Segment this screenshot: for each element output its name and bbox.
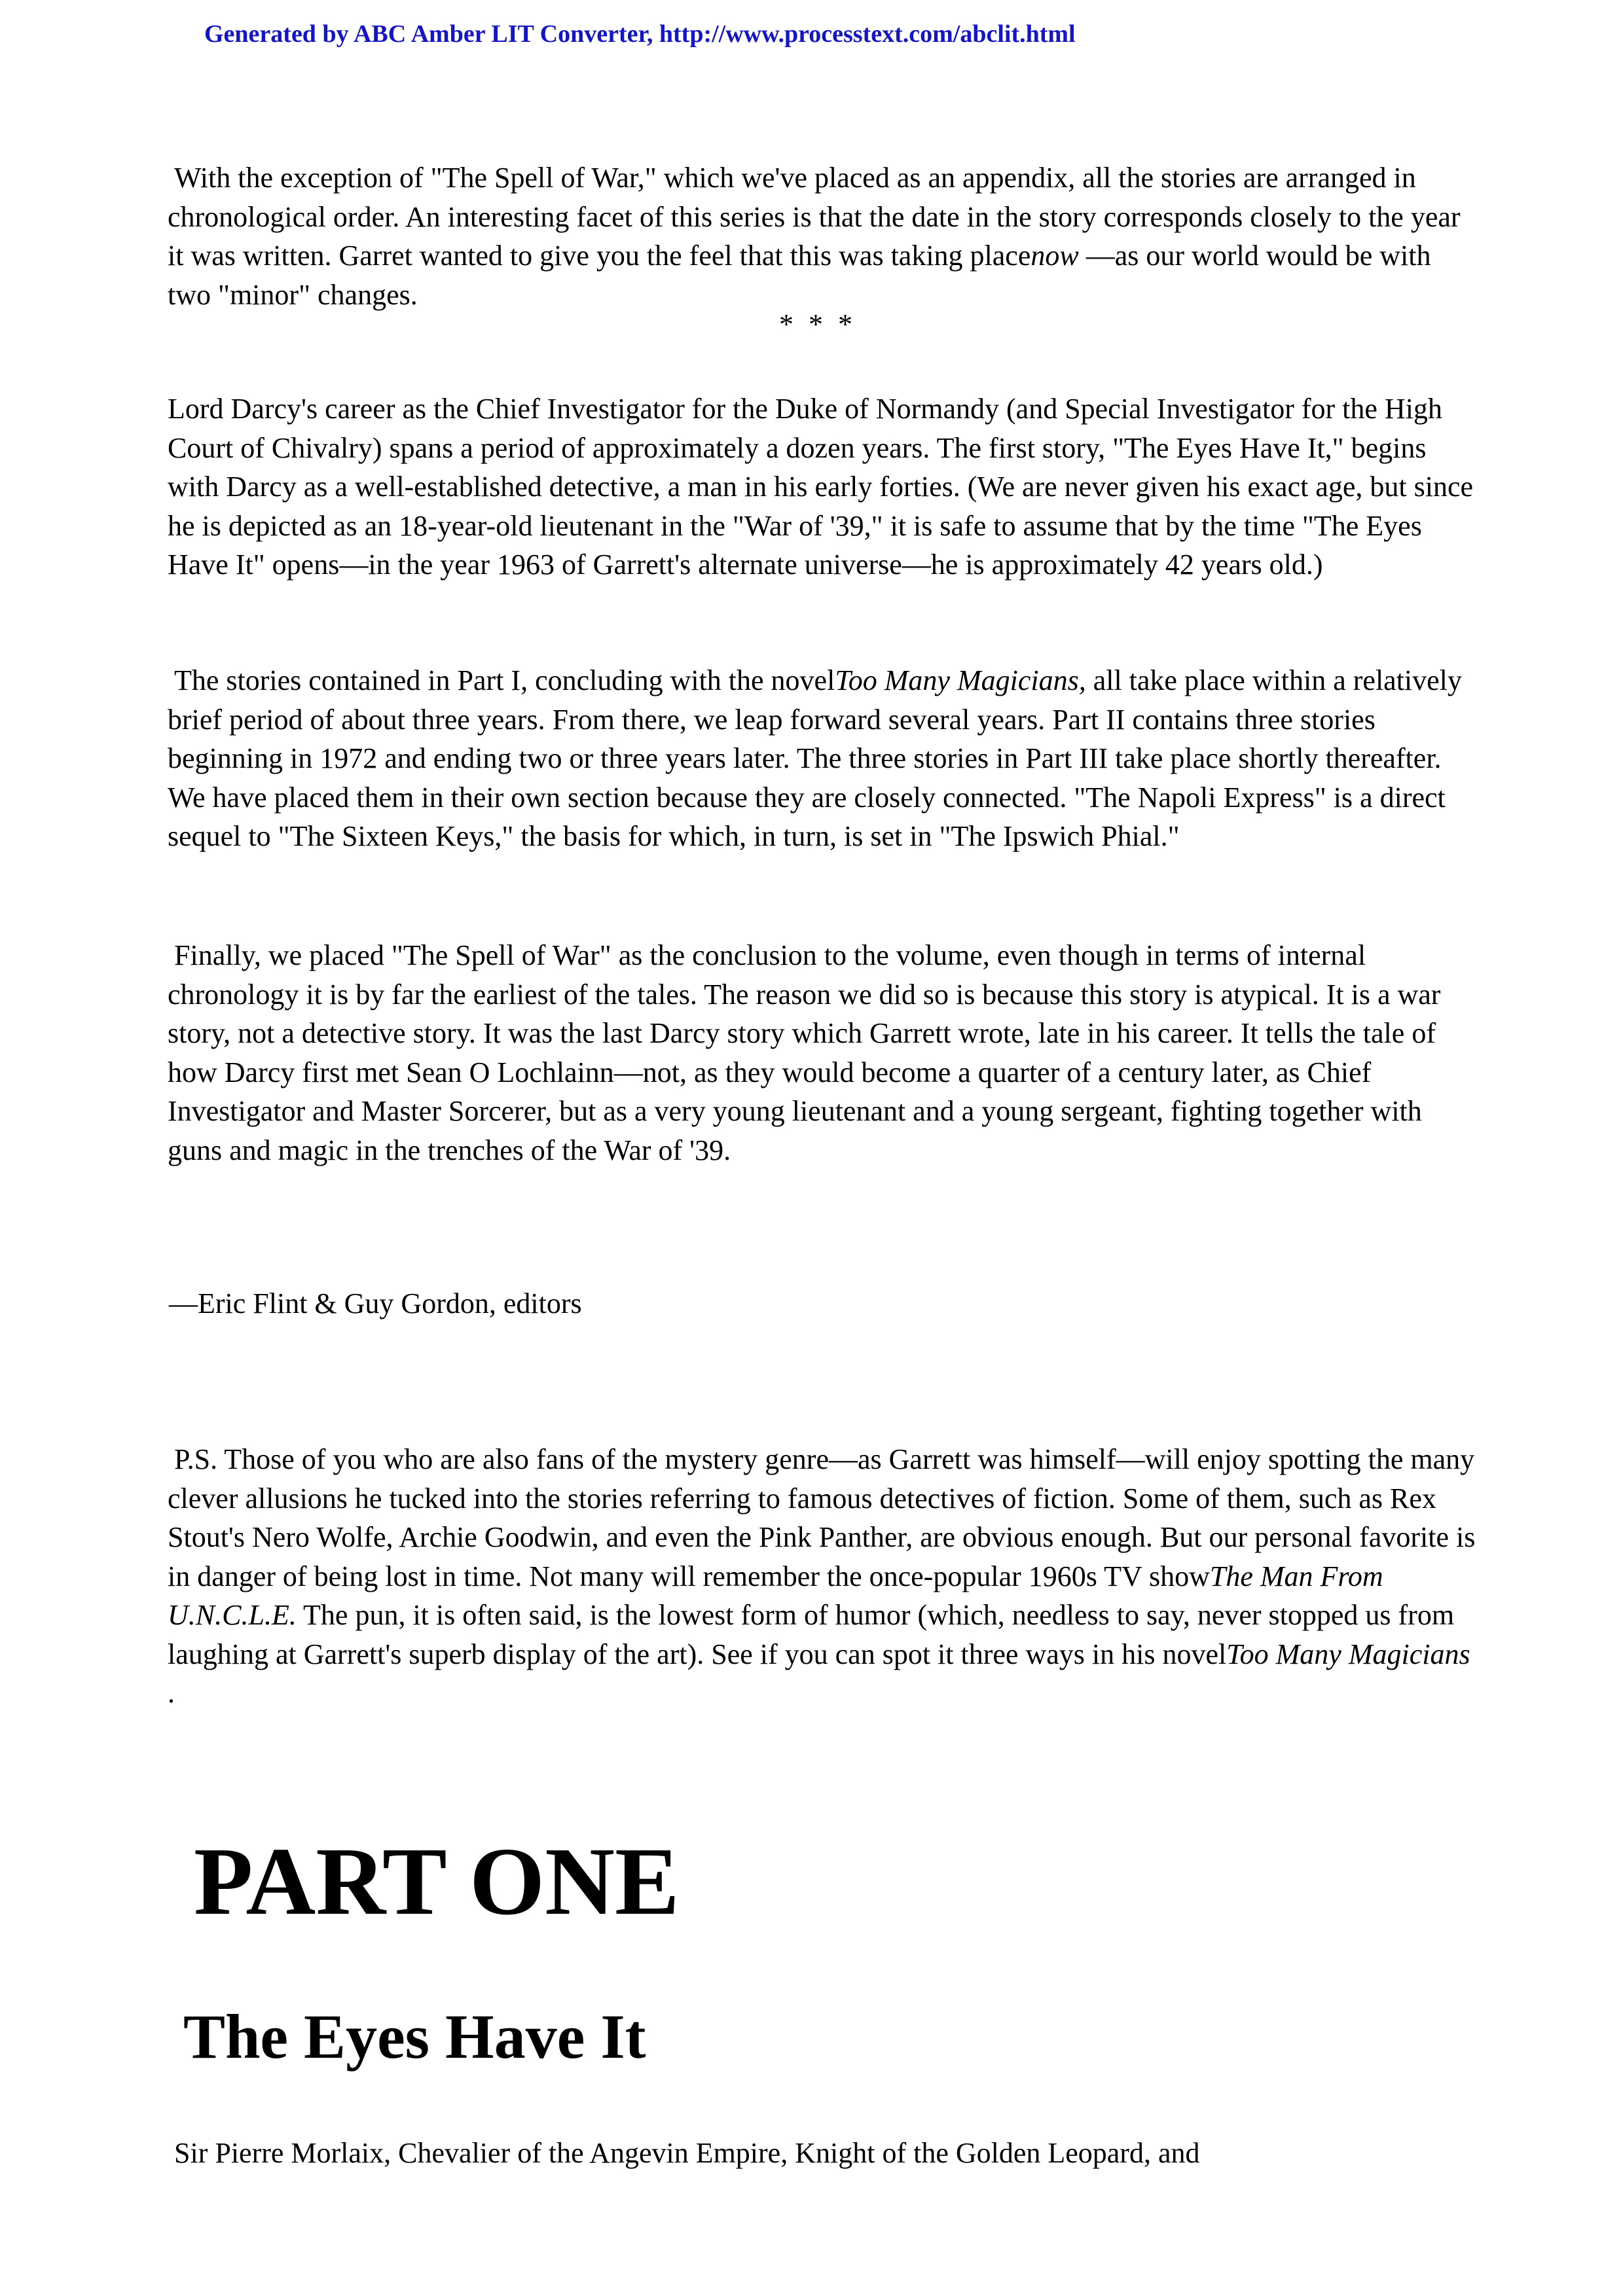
- paragraph-career: Lord Darcy's career as the Chief Investigator for the Duke of Normandy (and Special Investigator for the High Court of Chivalry) spans a period of approximately a dozen years. The first story, "The Eyes Have It," begins with Darcy as a well-established detective, a man in his early forties. (We are never given his exact age, but since he is depicted as an 18-year-old lieutenant in the "War of '39," it is safe to assume that by the time "The Eyes Have It" opens—in the year 1963 of Garrett's alternate universe—he is approximately 42 years old.): [168, 393, 1474, 581]
- paragraph-text: .: [168, 1677, 175, 1709]
- paragraph-finally: Finally, we placed "The Spell of War" as the conclusion to the volume, even though in terms of internal chronology it is by far the earliest of the tales. The reason we did so is because this story is atypical. It is a war story, not a detective story. It was the last Darcy story which Garrett wrote, late in his career. It tells the tale of how Darcy first met Sean O Lochlainn—not, as they would become a quarter of a century later, as Chief Investigator and Master Sorcerer, but as a very young lieutenant and a young sergeant, fighting together with guns and magic in the trenches of the War of '39.: [168, 939, 1441, 1166]
- paragraph-text: The stories contained in Part I, concluding with the novel: [174, 664, 835, 696]
- emphasis-title: Too Many Magicians,: [835, 664, 1086, 696]
- story-title: The Eyes Have It: [183, 2001, 646, 2072]
- paragraph-text: The pun, it is often said, is the lowest form of humor (which, needless to say, never stopped us from laughing at Garrett's superb display of the art). See if you can spot it three ways in his novel: [168, 1599, 1455, 1670]
- paragraph-text: P.S. Those of you who are also fans of the mystery genre—as Garrett was himself—will enjoy spotting the many clever allusions he tucked into the stories referring to famous detectives of fiction. Some of them, such as Rex Stout's Nero Wolfe, Archie Goodwin, and even the Pink Panther, are obvious enough. But our personal favorite is in danger of being lost in time. Not many will remember the once-popular 1960s TV show: [168, 1443, 1476, 1592]
- editors-signature: —Eric Flint & Guy Gordon, editors: [169, 1287, 582, 1319]
- emphasis-title: The Man From U.N.C.L.E.: [168, 1560, 1383, 1631]
- section-separator: * * *: [779, 308, 856, 340]
- paragraph-text: With the exception of "The Spell of War," which we've placed as an appendix, all the stories are arranged in chronological order. An interesting facet of this series is that the date in the story corresponds closely to the year it was written. Garret wanted to give you the feel that this was taking place: [168, 162, 1461, 272]
- paragraph-text: all take place within a relatively brief period of about three years. From there, we leap forward several years. Part II contains three stories beginning in 1972 and ending two or three years later. The three stories in Part III take place shortly thereafter. We have placed them in their own section because they are closely connected. "The Napoli Express" is a direct sequel to "The Sixteen Keys," the basis for which, in turn, is set in "The Ipswich Phial.": [168, 664, 1462, 852]
- paragraph-postscript: [168, 1440, 1477, 1713]
- paragraph-text: —as our world would be with two "minor" changes.: [168, 240, 1431, 311]
- converter-banner-link[interactable]: Generated by ABC Amber LIT Converter, http://www.processtext.com/abclit.html: [204, 20, 1076, 48]
- paragraph-arrangement: [168, 158, 1477, 314]
- emphasis-text: now: [1030, 240, 1079, 272]
- emphasis-title: Too Many Magicians: [1226, 1638, 1470, 1670]
- story-opening-line: Sir Pierre Morlaix, Chevalier of the Angevin Empire, Knight of the Golden Leopard, and: [174, 2137, 1200, 2169]
- part-heading: PART ONE: [194, 1828, 680, 1935]
- paragraph-part-one: [168, 661, 1477, 856]
